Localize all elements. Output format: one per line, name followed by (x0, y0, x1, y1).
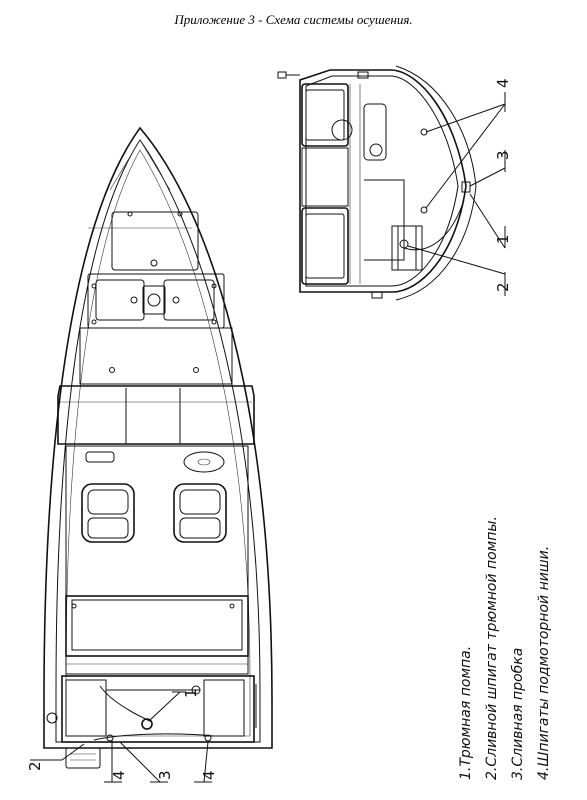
callout-rear-1: 1 (494, 234, 512, 244)
boat-top-view (44, 128, 272, 768)
transom-bracket (392, 226, 422, 270)
boat-rear-view (278, 66, 476, 300)
forward-hatch (112, 212, 198, 270)
callout-rear-3: 3 (494, 150, 512, 160)
legend-item-3: 3.Сливная пробка (510, 647, 526, 780)
callout-rear-4: 4 (494, 78, 512, 88)
callout-top-4-right: 4 (200, 770, 218, 780)
callout-top-1: 1 (182, 688, 200, 698)
callout-top-2: 2 (26, 761, 44, 771)
drain-hose (100, 686, 152, 722)
legend-item-4: 4.Шпигаты подмоторной ниши. (536, 545, 552, 780)
page-title: Приложение 3 - Схема системы осушения. (174, 12, 413, 27)
callout-top-4-left: 4 (110, 770, 128, 780)
legend-item-1: 1.Трюмная помпа. (458, 645, 474, 780)
callout-rear-2: 2 (494, 282, 512, 292)
swim-ladder (66, 748, 100, 768)
callout-top-3: 3 (156, 770, 174, 780)
bilge-pump-top (142, 719, 152, 729)
motor-well (62, 676, 254, 742)
rear-drain-hose (404, 200, 464, 250)
rear-seat-back-top (302, 84, 348, 146)
legend-item-2: 2.Сливной шпигат трюмной помпы. (484, 516, 500, 780)
steering-wheel (184, 452, 224, 472)
seat-right (174, 484, 226, 542)
seat-left (82, 484, 134, 542)
legend (458, 516, 552, 780)
rear-seat-back-bottom (302, 208, 348, 284)
